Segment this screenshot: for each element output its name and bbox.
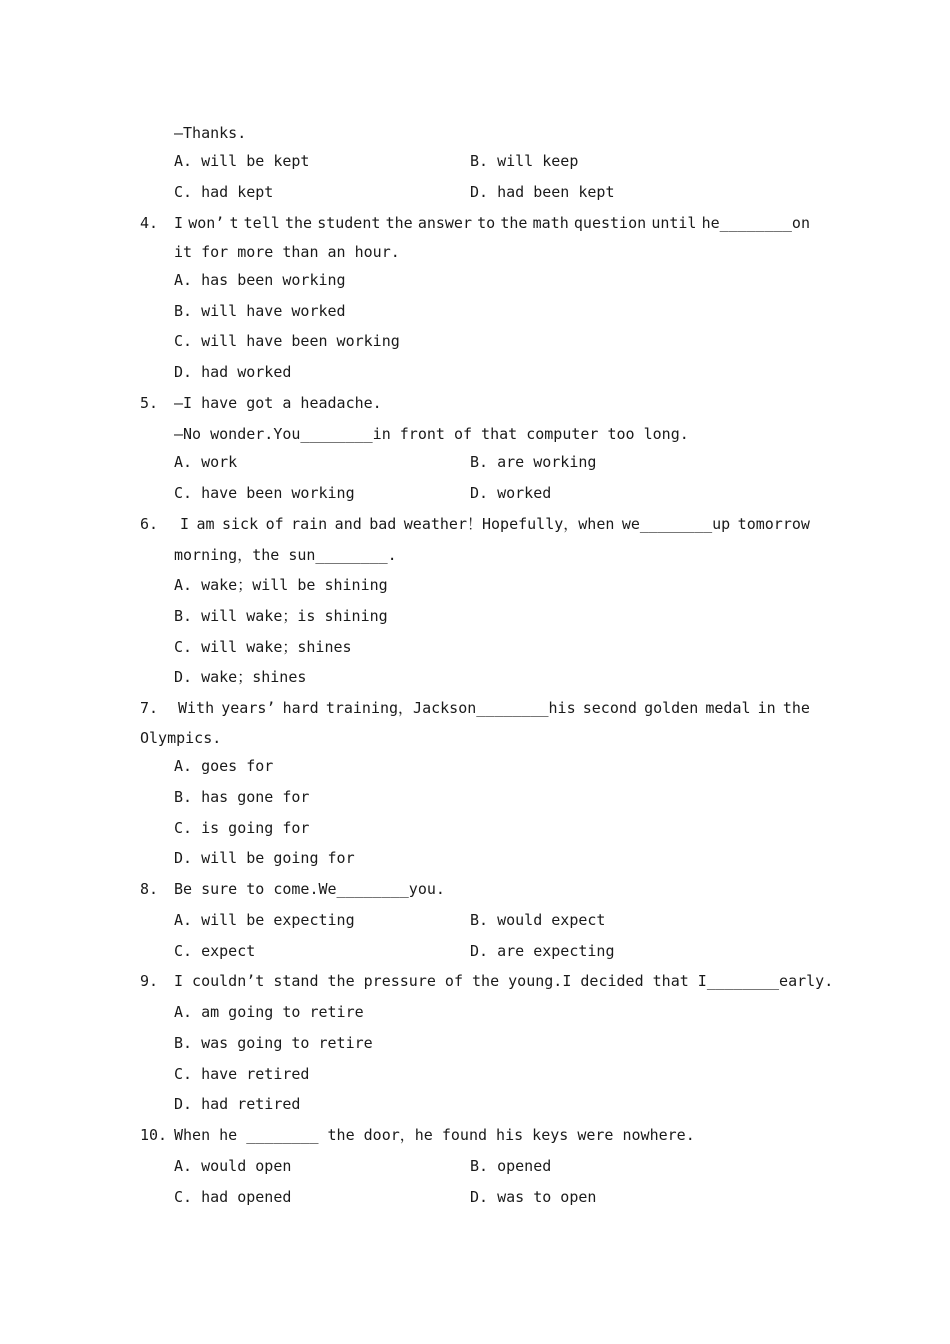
q10-number: 10. xyxy=(140,1126,168,1144)
q8-number: 8. xyxy=(140,880,159,898)
q10-option-b: B. opened xyxy=(470,1157,552,1175)
q3-reply: —Thanks. xyxy=(174,124,247,142)
q3-option-d: D. had been kept xyxy=(470,183,615,201)
q9-option-a: A. am going to retire xyxy=(174,1003,364,1021)
q7-option-a: A. goes for xyxy=(174,757,274,775)
q8-stem: Be sure to come.We________you. xyxy=(174,880,445,898)
q7-stem-line1: With years’ hard training，Jackson________his second golden medal in the xyxy=(178,699,810,717)
q5-option-b: B. are working xyxy=(470,453,597,471)
q8-option-c: C. expect xyxy=(174,942,256,960)
q5-stem-line1: —I have got a headache. xyxy=(174,394,382,412)
q5-number: 5. xyxy=(140,394,159,412)
q4-option-d: D. had worked xyxy=(174,363,292,381)
q4-stem-line2: it for more than an hour. xyxy=(174,243,400,261)
q10-option-c: C. had opened xyxy=(174,1188,292,1206)
q9-option-c: C. have retired xyxy=(174,1065,310,1083)
q3-option-c: C. had kept xyxy=(174,183,274,201)
q9-option-d: D. had retired xyxy=(174,1095,301,1113)
q9-option-b: B. was going to retire xyxy=(174,1034,373,1052)
q5-option-c: C. have been working xyxy=(174,484,355,502)
q4-stem-line1: I won’ t tell the student the answer to the math question until he________on xyxy=(174,214,810,232)
q8-option-a: A. will be expecting xyxy=(174,911,355,929)
q7-stem-line2: Olympics. xyxy=(140,729,222,747)
q6-option-b: B. will wake；is shining xyxy=(174,607,388,625)
q9-number: 9. xyxy=(140,972,159,990)
q6-option-a: A. wake；will be shining xyxy=(174,576,388,594)
q6-stem-line1: I am sick of rain and bad weather！Hopefully，when we________up tomorrow xyxy=(180,515,810,533)
q10-stem: When he ________ the door，he found his keys were nowhere. xyxy=(174,1126,695,1144)
q6-option-d: D. wake；shines xyxy=(174,668,307,686)
q10-option-a: A. would open xyxy=(174,1157,292,1175)
q5-option-d: D. worked xyxy=(470,484,552,502)
q5-stem-line2: —No wonder.You________in front of that computer too long. xyxy=(174,425,689,443)
q4-option-a: A. has been working xyxy=(174,271,346,289)
q6-option-c: C. will wake；shines xyxy=(174,638,352,656)
q7-option-d: D. will be going for xyxy=(174,849,355,867)
q5-option-a: A. work xyxy=(174,453,238,471)
q9-stem: I couldn’t stand the pressure of the young.I decided that I________early. xyxy=(174,972,834,990)
q8-option-b: B. would expect xyxy=(470,911,606,929)
q8-option-d: D. are expecting xyxy=(470,942,615,960)
q3-option-b: B. will keep xyxy=(470,152,579,170)
q10-option-d: D. was to open xyxy=(470,1188,597,1206)
q4-option-c: C. will have been working xyxy=(174,332,400,350)
q6-number: 6. xyxy=(140,515,159,533)
q4-number: 4. xyxy=(140,214,159,232)
q7-option-c: C. is going for xyxy=(174,819,310,837)
q7-option-b: B. has gone for xyxy=(174,788,310,806)
q7-number: 7. xyxy=(140,699,159,717)
q6-stem-line2: morning，the sun________. xyxy=(174,546,397,564)
q4-option-b: B. will have worked xyxy=(174,302,346,320)
q3-option-a: A. will be kept xyxy=(174,152,310,170)
